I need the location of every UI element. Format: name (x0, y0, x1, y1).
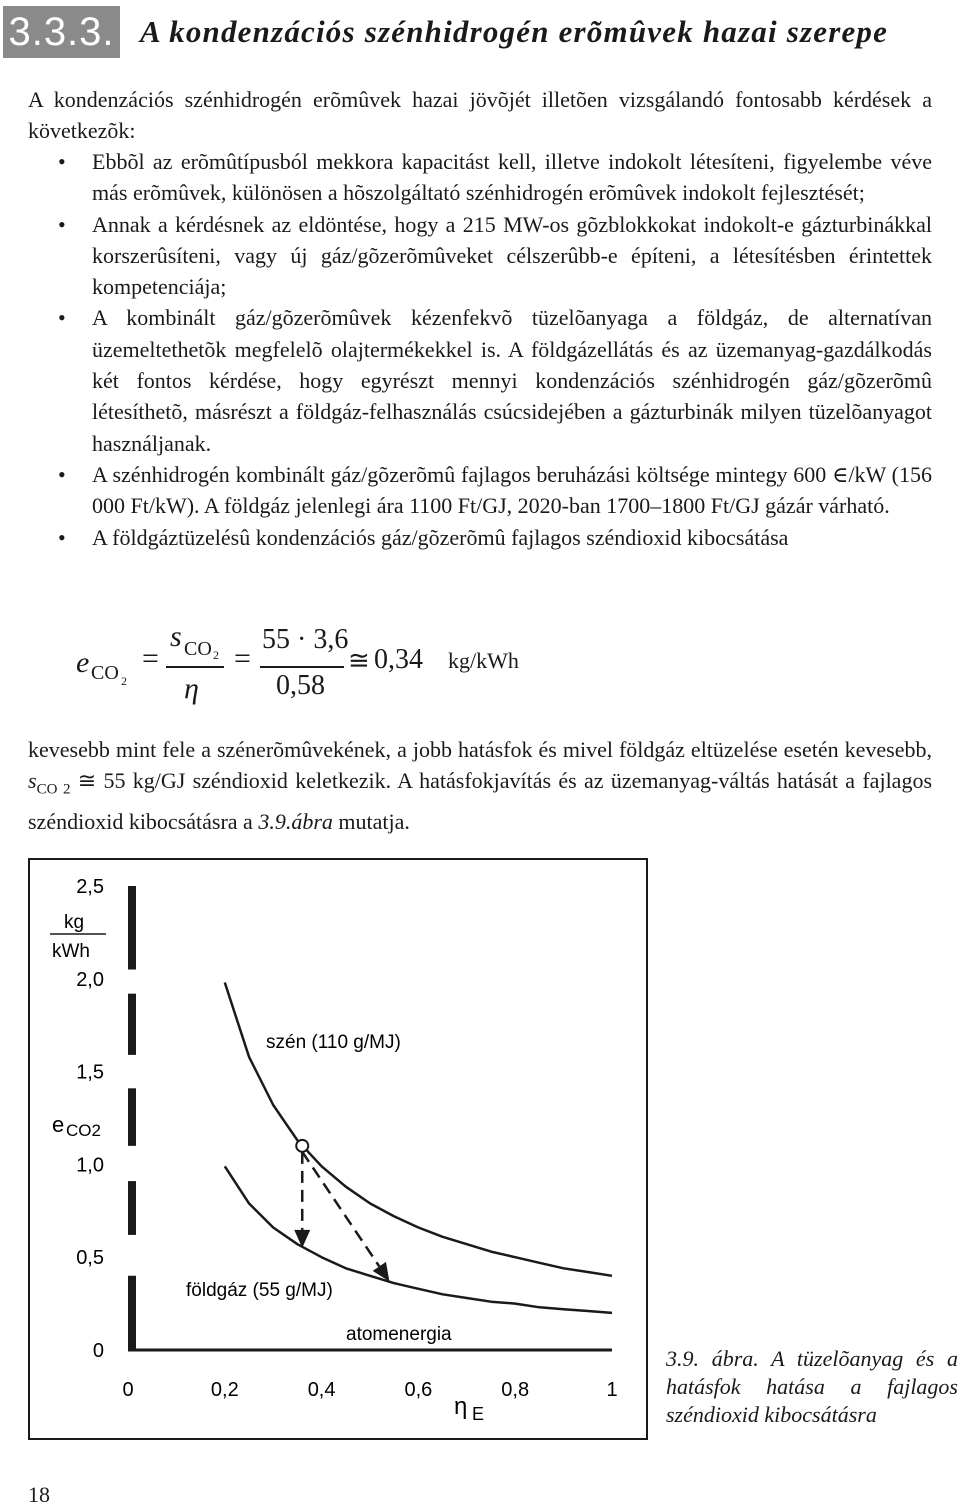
formula-lhs-subsub: 2 (121, 674, 127, 688)
bullet-icon: • (58, 461, 66, 487)
formula-approx: ≅ (348, 646, 370, 675)
arrows (294, 1140, 389, 1281)
formula-num-sub: CO (184, 638, 212, 660)
bullet-icon: • (58, 524, 66, 550)
bullet-text: Ebbõl az erõmûtípusból mekkora kapacitást kell, illetve indokolt létesíteni, figyelembe véve más erõmûvek, különösen a hõszolgáltató szénhidrogén erõmûvek indokolt fejlesztését; (92, 149, 932, 206)
formula-num2: 55 · 3,6 (262, 624, 349, 655)
page-number: 18 (28, 1482, 50, 1507)
list-item (28, 302, 932, 458)
list-item (28, 146, 932, 209)
x-label-sub: E (472, 1404, 485, 1424)
section-number: 3.3.3. (3, 6, 120, 58)
section-title: A kondenzációs szénhidrogén erõmûvek hazai szerepe (140, 14, 889, 49)
series-label-gas: földgáz (55 g/MJ) (186, 1280, 333, 1301)
x-tick-label: 0,6 (404, 1379, 433, 1401)
y-axis-segment (128, 1088, 136, 1146)
arrow-head (294, 1230, 310, 1248)
x-axis-label (454, 1393, 484, 1424)
emission-chart (30, 860, 646, 1438)
bullet-text: Annak a kérdésnek az eldöntése, hogy a 215 MW-os gõzblokkokat indokolt-e gázturbinákkal korszerûsíteni, vagy új gáz/gõzerõmûveket célszerûbb-e építeni, a létesítésben érintettek kompetenciája; (92, 211, 932, 300)
y-axis-segment (128, 886, 136, 970)
intro-paragraph: A kondenzációs szénhidrogén erõmûvek hazai jövõjét illetõen vizsgálandó fontosabb kérdések a következõk: (28, 87, 932, 144)
list-item (28, 522, 932, 553)
formula-result: 0,34 (374, 644, 423, 675)
series-label-coal: szén (110 g/MJ) (266, 1032, 401, 1053)
s-subscript: CO 2 (36, 781, 71, 798)
x-tick-labels (122, 1379, 617, 1401)
x-tick-label: 0,4 (307, 1379, 336, 1401)
arrow-shaft (302, 1152, 379, 1267)
x-tick-label: 0,2 (210, 1379, 239, 1401)
y-tick-label: 2,5 (76, 876, 104, 898)
series-label-nuclear: atomenergia (346, 1324, 452, 1345)
after-text-3: mutatja. (332, 808, 410, 834)
figure-reference: 3.9.ábra (258, 808, 333, 834)
x-tick-label: 1 (606, 1379, 618, 1401)
bullet-list (28, 146, 932, 553)
y-tick-label: 0 (92, 1340, 104, 1362)
y-axis-band (128, 886, 136, 1350)
section-heading (0, 4, 960, 58)
bullet-icon: • (58, 149, 66, 174)
fraction-line-2 (260, 666, 344, 668)
x-label-main: η (454, 1393, 468, 1420)
figure-caption: 3.9. ábra. A tüzelõanyag és a hatásfok hatása a fajlagos széndioxid kibocsátásra (666, 1346, 958, 1427)
y-tick-label: 2,0 (76, 968, 104, 991)
y-label-main: e (52, 1112, 65, 1137)
bullet-icon: • (58, 211, 66, 237)
list-item (28, 459, 932, 522)
y-unit (50, 912, 106, 962)
y-tick-label: 1,0 (76, 1154, 104, 1177)
formula-den-var: η (184, 672, 199, 705)
y-axis-segment (128, 994, 136, 1055)
formula-lhs: e (76, 646, 90, 679)
bullet-text: A kombinált gáz/gõzerõmûvek kézenfekvõ tüzelõanyaga a földgáz, de alternatívan üzemeltethetõk megfelelõ olajtermékekkel is. A földgázellátás és az üzemanyag-gazdálkodás két fontos kérdése, hogy egyrészt mennyi kondenzációs szénhidrogén gáz/gõzerõmû létesíthetõ, másrészt a földgáz-felhasználás csúcsidejében a gázturbinák milyen tüzelõanyagot használjanak. (92, 305, 932, 456)
list-item (28, 209, 932, 303)
formula-unit: kg/kWh (448, 648, 519, 673)
fraction-line-1 (166, 666, 224, 668)
y-axis-label (52, 1112, 101, 1140)
formula-eq1: = (142, 642, 159, 675)
operating-point (296, 1140, 308, 1152)
y-label-sub: CO2 (66, 1121, 101, 1140)
x-tick-label: 0,8 (501, 1379, 530, 1401)
formula-den2: 0,58 (276, 670, 325, 701)
bullet-text: A szénhidrogén kombinált gáz/gõzerõmû fajlagos beruházási költsége mintegy 600 ∈/kW (156 000 Ft/kW). A földgáz jelenlegi ára 1100 Ft/GJ, 2020-ban 1700–1800 Ft/GJ gázár várható. (92, 461, 932, 519)
after-paragraph (28, 734, 932, 837)
after-text-2: ≅ 55 kg/GJ széndioxid keletkezik. A hatásfokjavítás és az üzemanyag-váltás hatását a fajlagos széndioxid kibocsátásra a (28, 768, 933, 834)
emission-formula (0, 620, 960, 720)
y-axis-segment (128, 1181, 136, 1235)
coal-curve (225, 983, 612, 1276)
after-text-1: kevesebb mint fele a szénerõmûvekének, a jobb hatásfok és mivel földgáz eltüzelése esetén kevesebb, (28, 737, 932, 762)
y-axis-segment (128, 1276, 136, 1350)
bullet-icon: • (58, 305, 66, 331)
formula-eq2: = (234, 642, 251, 675)
formula-num-var: s (170, 620, 182, 653)
figure-3-9 (28, 858, 648, 1440)
y-tick-label: 0,5 (76, 1247, 104, 1270)
y-unit-numerator: kg (64, 912, 85, 933)
bullet-text: A földgáztüzelésû kondenzációs gáz/gõzerõmû fajlagos széndioxid kibocsátása (92, 524, 789, 550)
y-unit-denominator: kWh (52, 941, 90, 962)
formula-num-subsub: 2 (213, 648, 219, 662)
x-tick-label: 0 (122, 1379, 134, 1401)
y-tick-label: 1,5 (76, 1061, 104, 1084)
formula-lhs-sub: CO (91, 662, 119, 684)
s-variable: s (28, 768, 37, 794)
